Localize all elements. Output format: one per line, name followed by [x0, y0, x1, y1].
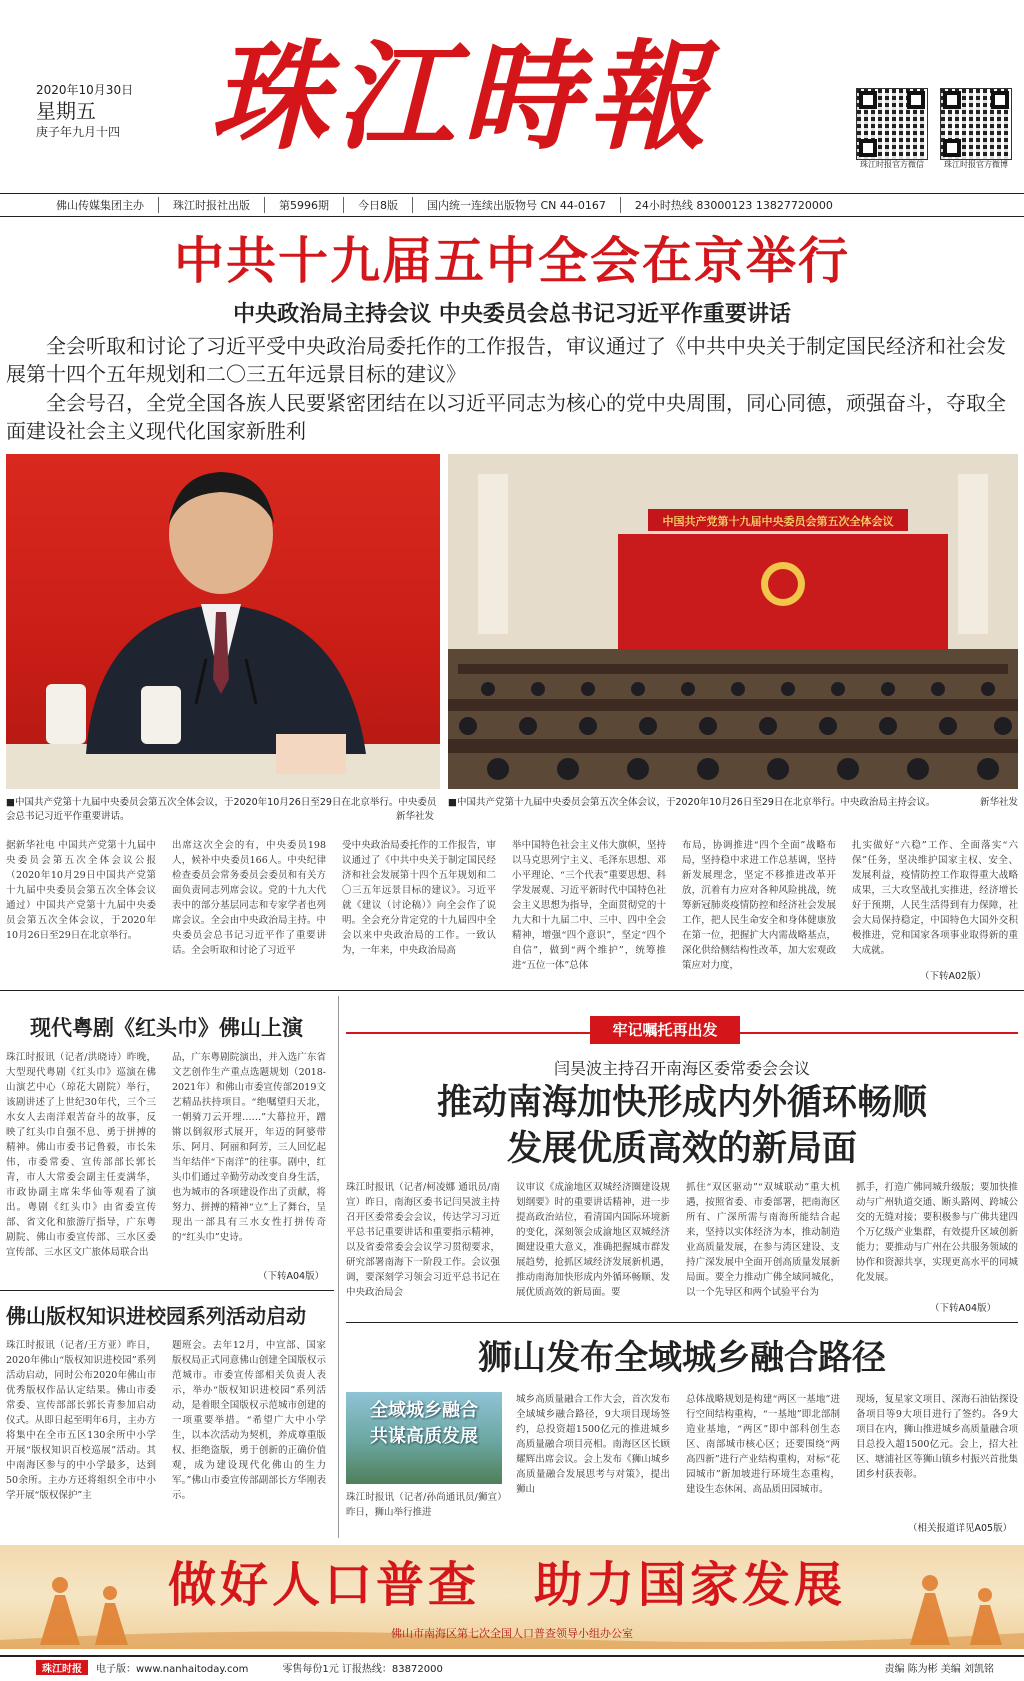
jump-line[interactable]: （相关报道详见A05版） [908, 1523, 1013, 1534]
photo-caption-2: ■中国共产党第十九届中央委员会第五次全体会议，于2020年10月26日至29日在北京举行。中央政治局主持会议。 新华社发 [448, 797, 1018, 808]
lead-col-1: 据新华社电 中国共产党第十九届中央委员会第五次全体会议公报（2020年10月29日中国共产党第十九届中央委员会第五次全体会议通过）中国共产党第十九届中央委员会第五次全体会议，于2020年10月26日至29日在北京举行。 [6, 840, 156, 941]
website-link[interactable]: 电子版：www.nanhaitoday.com [96, 1663, 249, 1675]
jump-line[interactable]: （下转A04版） [258, 1271, 325, 1282]
price-info: 零售每份1元 订报热线：83872000 [282, 1663, 443, 1675]
shishan-col-4: 现场，复星家文项目、深海石油钻探设备项目等9大项目进行了签约。各9大项目在内，狮山推进城乡高质量融合项目总投入超1500亿元。会上，招大社区、塘浦社区等狮山镇乡村振兴首批集团乡村获表彰。 [856, 1394, 1018, 1480]
date-block [36, 82, 133, 140]
hall-illustration [448, 454, 1018, 789]
shishan-col-1: 珠江时报讯（记者/孙尚通讯员/狮宣）昨日，狮山举行推进 [346, 1492, 502, 1518]
lead-col-4: 举中国特色社会主义伟大旗帜，坚持以马克思列宁主义、毛泽东思想、邓小平理论、“三个代表”重要思想、科学发展观、习近平新时代中国特色社会主义思想为指导，全面贯彻党的十九大和十九届二中、三中、四中全会精神，增强“四个意识”，坚定“四个自信”，做到“两个维护”，统筹推进“五位一体”总体 [512, 840, 666, 971]
lead-subhead: 中央政治局主持会议 中央委员会总书记习近平作重要讲话 [233, 302, 791, 327]
nanhai-col-1: 珠江时报讯（记者/柯凌娜 通讯员/南宣）昨日，南海区委书记闫昊波主持召开区委常委会会议，传达学习习近平总书记重要讲话和重要指示精神，以及省委常委会会议学习贯彻要求，研究部署南海下一阶段工作。会议强调，要深刻学习领会习近平总书记在中央政治局会 [346, 1182, 500, 1298]
shishan-title[interactable]: 狮山发布全域城乡融合路径 [478, 1338, 886, 1378]
ad-slogan-2: 助力国家发展 [534, 1557, 847, 1613]
speaker-illustration [6, 454, 440, 789]
qr-code-icon [940, 88, 1012, 160]
copyright-title[interactable]: 佛山版权知识进校园系列活动启动 [6, 1304, 306, 1328]
info-bar [0, 193, 1024, 217]
qr-code-icon [856, 88, 928, 160]
weibo-qr[interactable] [940, 88, 1016, 170]
opera-col-1: 珠江时报讯（记者/洪晓诗）昨晚，大型现代粤剧《红头巾》巡演在佛山演艺中心（琼花大剧院）举行，该剧讲述了上世纪30年代，三个三水女人去南洋艰苦奋斗的故事，反映了红头巾自强不息、勇于拼搏的精神。佛山市委书记鲁毅，市长朱伟，市委常委、宣传部部长郭长青，市人大常委会副主任麦满华，市政协副主席朱华仙等观看了演出。粤剧《红头巾》由省委宣传部、省文化和旅游厅指导，广东粤剧院、佛山市委宣传部、三水区委宣传部、三水区文广旅体局联合出 [6, 1052, 156, 1258]
nanhai-col-4: 抓手，打造广佛同城升级版；要加快推动与广州轨道交通、断头路网、跨城公交的无缝对接；要积极参与广佛共建四个万亿级产业集群，有效提升区域创新能力；要推动与广州在公共服务领域的协作和资源共享，实现更高水平的同城化发展。 [856, 1182, 1018, 1283]
opera-title[interactable]: 现代粤剧《红头巾》佛山上演 [30, 1016, 303, 1040]
column-divider [338, 996, 339, 1538]
qr-caption: 珠江时报官方微博 [944, 160, 1008, 169]
copyright-col-2: 题班会。去年12月，中宣部、国家版权局正式同意佛山创建全国版权示范城市。市委宣传部相关负责人表示，举办“版权知识进校园”系列活动，是着眼全国版权示范城市创建的一项重要举措。“希望广大中小学生，以本次活动为契机，养成尊重版权、拒绝盗版，勇于创新的正确价值观，成为建设现代化佛山的生力军。”佛山市委宣传部副部长方华刚表示。 [172, 1340, 326, 1501]
footer-logo[interactable]: 珠江时报 [36, 1660, 88, 1675]
photo-credit: 新华社发 [395, 811, 434, 822]
sponsor: 佛山传媒集团主办 [0, 197, 159, 213]
section-tag[interactable]: 牢记嘱托再出发 [590, 1016, 740, 1044]
svg-text:中国共产党第十九届中央委员会第五次全体会议: 中国共产党第十九届中央委员会第五次全体会议 [662, 515, 894, 528]
page-count: 今日8版 [344, 197, 413, 213]
jump-line[interactable]: （下转A02版） [920, 971, 987, 982]
nanhai-col-3: 抓住“双区驱动”“双城联动”重大机遇，按照省委、市委部署，把南海区所有、广深所需与南海所能结合起来，坚持以实体经济为本，推动制造业高质量发展，在参与湾区建设、支持广深发展中全面开创高质量发展新局面。要全力推动广佛全域同城化，以一个先导区和两个试验平台为 [686, 1182, 840, 1298]
photo-text-2: 共谋高质发展 [370, 1426, 478, 1447]
hotline: 24小时热线 83000123 13827720000 [634, 199, 833, 212]
nanhai-title-1[interactable]: 推动南海加快形成内外循环畅顺 [436, 1083, 927, 1123]
ad-sponsor: 佛山市南海区第七次全国人口普查领导小组办公室 [391, 1627, 633, 1640]
photo-speaker[interactable] [6, 454, 440, 789]
shishan-col-3: 总体战略规划是构建“两区一基地”进行空间结构重构，“一基地”即北部制造业基地，“两区”即中部科创生态区、南部城市核心区；还要围绕“两高四新”进行产业结构重构，对标“花园城市”新加坡进行环境生态重构，建设生态休闲、高品质田园城市。 [686, 1394, 840, 1495]
nanhai-title-2[interactable]: 发展优质高效的新局面 [506, 1129, 857, 1169]
lead-headline[interactable]: 中共十九届五中全会在京举行 [174, 232, 850, 290]
lunar-date: 庚子年九月十四 [36, 125, 121, 139]
editors: 责编 陈为彬 美编 刘凯铭 [884, 1663, 994, 1675]
lead-col-3: 受中央政治局委托作的工作报告，审议通过了《中共中央关于制定国民经济和社会发展第十四个五年规划和二〇三五年远景目标的建议》。习近平就《建议（讨论稿）》向全会作了说明。全会充分肯定党的十九届四中全会以来中央政治局的工作。一致认为，一年来，中央政治局高 [342, 840, 496, 956]
weekday: 星期五 [36, 99, 96, 123]
divider [346, 1322, 1018, 1323]
photo-credit: 新华社发 [979, 797, 1018, 808]
ad-slogan-1: 做好人口普查 [168, 1557, 481, 1613]
census-ad-banner[interactable] [0, 1545, 1024, 1649]
issue-number: 第5996期 [265, 197, 344, 213]
shishan-col-2: 城乡高质量融合工作大会，首次发布全域城乡融合路径，9大项目现场签约，总投资超1500亿元的推进城乡高质量融合项目亮相。南海区区长顾耀辉出席会议。会上发布《狮山城乡高质量融合发展思考与对策》，提出狮山 [516, 1394, 670, 1495]
photo-plenary-hall[interactable] [448, 454, 1018, 789]
opera-col-2: 品，广东粤剧院演出，并入选广东省文艺创作生产重点选题规划（2018-2021年）和佛山市委宣传部2019文艺精品扶持项目。“绝嘱望归天北，一朝骑刀云开埋……”大幕拉开，蹭锵以倒叙形式展开，年迈的阿婆带乐、阿月、阿丽和阿芳，三人回忆起当年结伴“下南洋”的往事。剧中，红头巾们通过辛勤劳动改变自身生活，也为城市的各项建设作出了贡献，将努力、拼搏的精神“立”上了舞台，呈现出一部具有三水女性打拼传奇的“红头巾”史诗。 [172, 1052, 326, 1243]
jump-line[interactable]: （下转A04版） [930, 1303, 997, 1314]
footer [0, 1655, 1024, 1677]
lead-paragraph-2: 全会号召，全党全国各族人民要紧密团结在以习近平同志为核心的党中央周围，同心同德，顽强奋斗，夺取全面建设社会主义现代化国家新胜利 [6, 391, 1006, 443]
lead-paragraph-1: 全会听取和讨论了习近平受中央政治局委托作的工作报告，审议通过了《中共中央关于制定国民经济和社会发展第十四个五年规划和二〇三五年远景目标的建议》 [6, 334, 1006, 386]
qr-caption: 珠江时报官方微信 [860, 160, 924, 169]
date: 2020年10月30日 [36, 83, 134, 97]
lead-col-2: 出席这次全会的有，中央委员198人，候补中央委员166人。中央纪律检查委员会常务委员会委员和有关方面负责同志列席会议。党的十九大代表中的部分基层同志和专家学者也列席会议。全会由中央政治局主持。中央委员会总书记习近平作了重要讲话。全会听取和讨论了习近平 [172, 840, 326, 956]
lead-col-5: 布局，协调推进“四个全面”战略布局，坚持稳中求进工作总基调，坚持新发展理念，坚定不移推进改革开放，沉着有力应对各种风险挑战，统筹新冠肺炎疫情防控和经济社会发展工作，把人民生命安全和身体健康放在第一位，把握扩大内需战略基点，深化供给侧结构性改革，加大宏观政策应对力度， [682, 840, 836, 971]
shishan-photo[interactable] [346, 1392, 502, 1484]
copyright-col-1: 珠江时报讯（记者/王方亚）昨日，2020年佛山“版权知识进校园”系列活动启动，同时公布2020年佛山市优秀版权作品认定结果。佛山市委常委、宣传部部长郭长青参加启动仪式。从即日起至明年6月，主办方将集中在全市五区130余所中小学开展“版权知识百校巡展”活动。其中南海区参与的中小学最多，达到50余所。主办方还将组织全市中小学开展“版权保护”主 [6, 1340, 156, 1501]
photo-text-1: 全域城乡融合 [370, 1400, 478, 1421]
lead-col-6: 扎实做好“六稳”工作、全面落实“六保”任务，坚决维护国家主权、安全、发展利益，疫情防控工作取得重大战略成果，三大攻坚战扎实推进，经济增长好于预期，人民生活得到有力保障，社会大局保持稳定，中国特色大国外交积极推进，党和国家各项事业取得新的重大成就。 [852, 840, 1018, 956]
masthead-logo[interactable]: 珠江時報 [210, 27, 715, 166]
wechat-qr[interactable] [856, 88, 932, 170]
photo-caption-1: ■中国共产党第十九届中央委员会第五次全体会议，于2020年10月26日至29日在北京举行。中央委员会总书记习近平作重要讲话。 新华社发 [6, 797, 437, 822]
nanhai-col-2: 议审议《成渝地区双城经济圈建设规划纲要》时的重要讲话精神，进一步提高政治站位，看清国内国际环境新的变化，深刻领会成渝地区双城经济圈建设重大意义，准确把握城市群发展趋势，抢抓区域经济发展新机遇，推动南海加快形成内外循环畅顺、发展优质高效的新局面。要 [516, 1182, 670, 1298]
publisher: 珠江时报社出版 [159, 197, 265, 213]
divider [0, 990, 1024, 991]
cn-number: 国内统一连续出版物号 CN 44-0167 [413, 197, 621, 213]
divider [0, 1290, 334, 1291]
nanhai-kicker: 闫昊波主持召开南海区委常委会会议 [553, 1059, 810, 1078]
